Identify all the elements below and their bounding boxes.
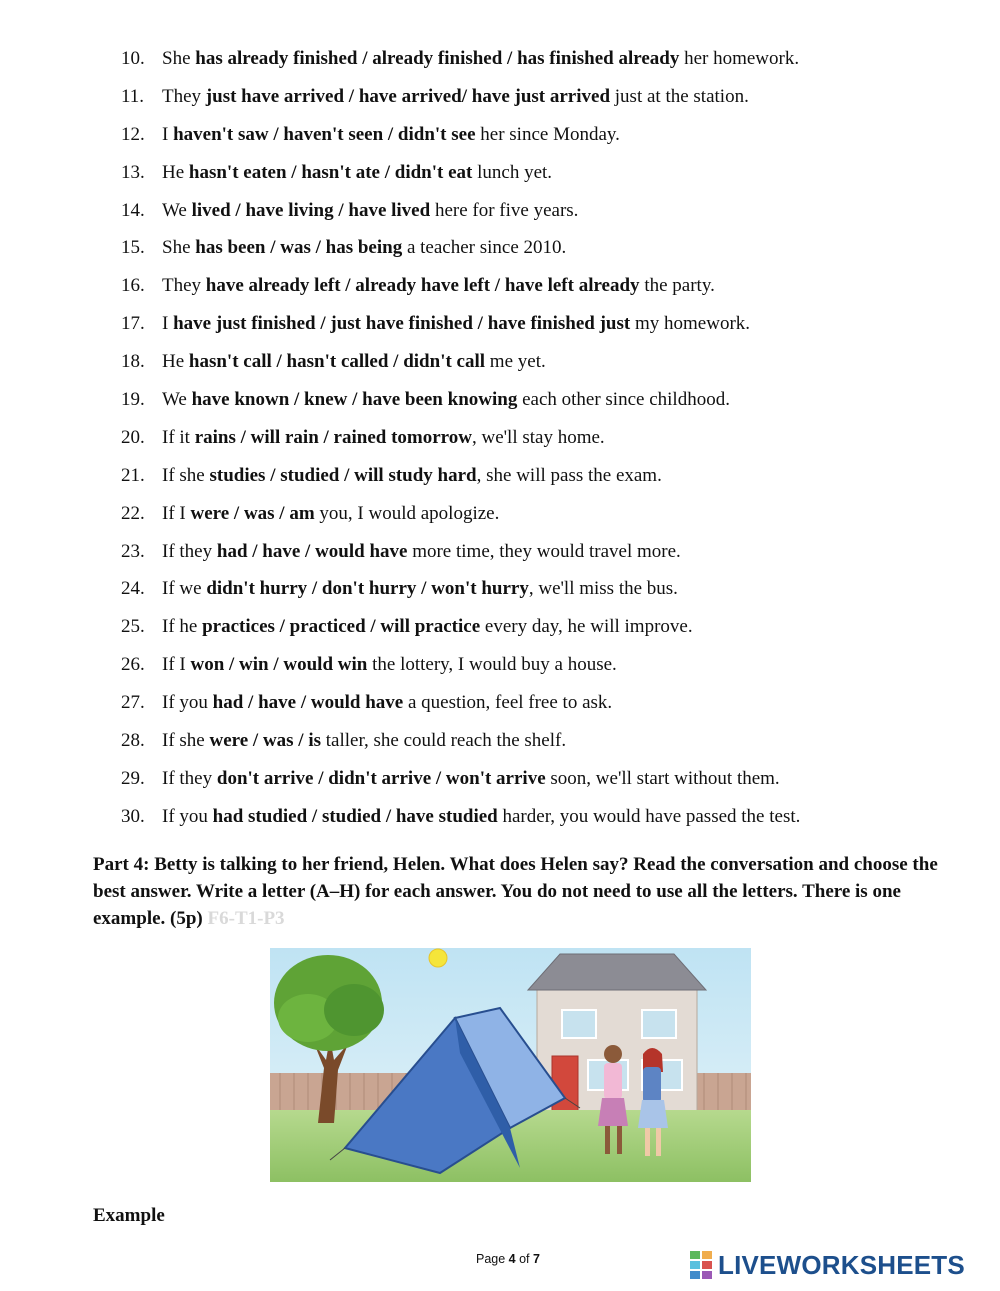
sentence-start: If I — [162, 502, 191, 524]
exercise-item — [0, 764, 1000, 802]
answer-choices[interactable]: had / have / would have — [216, 540, 408, 562]
exercise-item — [0, 82, 1000, 120]
sentence-end: you, I would apologize. — [314, 502, 500, 524]
item-number: 10. — [121, 48, 145, 69]
sentence-end: every day, he will improve. — [480, 616, 693, 638]
sentence-end: me yet. — [485, 351, 546, 373]
exercise-list — [0, 44, 1000, 840]
item-number: 22. — [121, 502, 145, 524]
item-number: 29. — [121, 767, 145, 789]
item-number: 26. — [121, 654, 145, 676]
exercise-item — [0, 461, 1000, 499]
exercise-item — [0, 423, 1000, 461]
item-sentence — [162, 385, 730, 415]
answer-choices[interactable]: have already left / already have left / have left already — [205, 275, 640, 297]
sentence-end: the party. — [639, 275, 715, 297]
answer-choices[interactable]: lived / have living / have lived — [191, 199, 431, 221]
illustration-tent-garden — [270, 948, 751, 1182]
item-sentence — [162, 347, 546, 377]
sentence-end: , we'll stay home. — [471, 426, 605, 448]
exercise-item — [0, 44, 1000, 82]
sentence-start: I — [162, 123, 174, 145]
item-sentence — [162, 309, 750, 339]
item-sentence — [162, 650, 617, 680]
sun — [429, 949, 447, 967]
sentence-end: more time, they would travel more. — [407, 540, 681, 562]
item-number: 24. — [121, 578, 145, 600]
sentence-end: lunch yet. — [472, 161, 553, 183]
item-number: 20. — [121, 426, 145, 448]
exercise-item — [0, 120, 1000, 158]
sentence-end: just at the station. — [610, 85, 749, 107]
item-number: 21. — [121, 464, 145, 486]
sentence-end: her since Monday. — [475, 123, 620, 145]
item-sentence — [162, 233, 566, 263]
item-sentence — [162, 802, 800, 832]
exercise-item — [0, 196, 1000, 234]
item-sentence — [162, 461, 662, 491]
answer-choices[interactable]: won / win / would win — [190, 654, 368, 676]
item-sentence — [162, 764, 780, 794]
item-sentence — [162, 499, 499, 529]
sentence-start: She — [162, 48, 196, 69]
sentence-end: here for five years. — [430, 199, 579, 221]
item-number: 19. — [121, 389, 145, 411]
sentence-end: the lottery, I would buy a house. — [367, 654, 617, 676]
sentence-end: her homework. — [679, 48, 800, 69]
answer-choices[interactable]: practices / practiced / will practice — [202, 616, 481, 638]
exercise-item — [0, 309, 1000, 347]
sentence-start: If you — [162, 805, 213, 827]
exercise-item — [0, 688, 1000, 726]
item-sentence — [162, 726, 566, 756]
answer-choices[interactable]: just have arrived / have arrived/ have just arrived — [205, 85, 611, 107]
exercise-item — [0, 158, 1000, 196]
sentence-end: my homework. — [630, 313, 751, 335]
liveworksheets-logo-icon — [690, 1251, 712, 1279]
sentence-end: taller, she could reach the shelf. — [321, 730, 567, 752]
answer-choices[interactable]: has already finished / already finished / has finished already — [195, 48, 680, 69]
sentence-end: , we'll miss the bus. — [528, 578, 678, 600]
item-number: 27. — [121, 692, 145, 714]
item-number: 15. — [121, 237, 145, 259]
sentence-end: , she will pass the exam. — [476, 464, 662, 486]
item-sentence — [162, 537, 681, 567]
answer-choices[interactable]: have just finished / just have finished / have finished just — [173, 313, 631, 335]
exercise-item — [0, 499, 1000, 537]
answer-choices[interactable]: hasn't call / hasn't called / didn't call — [188, 351, 486, 373]
item-number: 28. — [121, 730, 145, 752]
answer-choices[interactable]: have known / knew / have been knowing — [191, 389, 518, 411]
sentence-start: I — [162, 313, 174, 335]
item-sentence — [162, 688, 612, 718]
item-sentence — [162, 423, 605, 453]
sentence-start: He — [162, 161, 189, 183]
answer-choices[interactable]: had studied / studied / have studied — [212, 805, 498, 827]
sentence-start: He — [162, 351, 189, 373]
answer-choices[interactable]: don't arrive / didn't arrive / won't arrive — [216, 767, 546, 789]
item-sentence — [162, 120, 620, 150]
item-sentence — [162, 196, 578, 226]
item-number: 23. — [121, 540, 145, 562]
answer-choices[interactable]: rains / will rain / rained tomorrow — [194, 426, 472, 448]
item-number: 14. — [121, 199, 145, 221]
sentence-start: If I — [162, 654, 191, 676]
exercise-item — [0, 385, 1000, 423]
item-sentence — [162, 158, 552, 188]
exercise-item — [0, 802, 1000, 840]
answer-choices[interactable]: were / was / am — [190, 502, 315, 524]
sentence-start: If she — [162, 730, 210, 752]
exercise-item — [0, 574, 1000, 612]
sentence-start: They — [162, 85, 206, 107]
sentence-start: We — [162, 389, 192, 411]
sentence-end: each other since childhood. — [517, 389, 730, 411]
item-sentence — [162, 271, 715, 301]
answer-choices[interactable]: didn't hurry / don't hurry / won't hurry — [206, 578, 529, 600]
exercise-item — [0, 726, 1000, 764]
exercise-item — [0, 650, 1000, 688]
answer-choices[interactable]: studies / studied / will study hard — [209, 464, 477, 486]
answer-choices[interactable]: haven't saw / haven't seen / didn't see — [173, 123, 476, 145]
sentence-end: a question, feel free to ask. — [403, 692, 613, 714]
sentence-start: If they — [162, 767, 217, 789]
sentence-start: We — [162, 199, 192, 221]
exercise-item — [0, 271, 1000, 309]
part4-instructions — [93, 851, 943, 932]
page-number: Page 4 of 7 — [476, 1252, 540, 1266]
answer-choices[interactable]: were / was / is — [209, 730, 322, 752]
item-number: 11. — [121, 85, 145, 107]
sentence-start: If they — [162, 540, 217, 562]
item-sentence — [162, 612, 693, 642]
liveworksheets-brand — [690, 1248, 965, 1282]
item-number: 12. — [121, 123, 145, 145]
item-number: 17. — [121, 313, 145, 335]
sentence-start: If he — [162, 616, 203, 638]
answer-choices[interactable]: had / have / would have — [212, 692, 404, 714]
answer-choices[interactable]: hasn't eaten / hasn't ate / didn't eat — [188, 161, 473, 183]
sentence-start: If she — [162, 464, 210, 486]
sentence-end: harder, you would have passed the test. — [497, 805, 801, 827]
item-sentence — [162, 82, 749, 112]
exercise-item — [0, 233, 1000, 271]
sentence-start: If it — [162, 426, 195, 448]
item-number: 13. — [121, 161, 145, 183]
sentence-end: a teacher since 2010. — [402, 237, 567, 259]
sentence-start: She — [162, 237, 196, 259]
answer-choices[interactable]: has been / was / has being — [195, 237, 403, 259]
sentence-end: soon, we'll start without them. — [545, 767, 780, 789]
item-sentence — [162, 44, 799, 74]
item-number: 16. — [121, 275, 145, 297]
item-number: 18. — [121, 351, 145, 373]
example-heading: Example — [93, 1205, 165, 1226]
exercise-item — [0, 612, 1000, 650]
exercise-item — [0, 347, 1000, 385]
item-sentence — [162, 574, 678, 604]
sentence-start: They — [162, 275, 206, 297]
item-number: 25. — [121, 616, 145, 638]
liveworksheets-wordmark: LIVEWORKSHEETS — [718, 1249, 965, 1280]
sentence-start: If you — [162, 692, 213, 714]
exercise-item — [0, 537, 1000, 575]
sentence-start: If we — [162, 578, 207, 600]
item-number: 30. — [121, 805, 145, 827]
part4-instructions-text: Part 4: Betty is talking to her friend, Helen. What does Helen say? Read the conversation and choose the best answer. Write a letter (A–H) for each answer. You do not need to use all the letters. There is one example. (5p) — [93, 854, 938, 929]
part4-reference: F6-T1-P3 — [202, 908, 285, 929]
